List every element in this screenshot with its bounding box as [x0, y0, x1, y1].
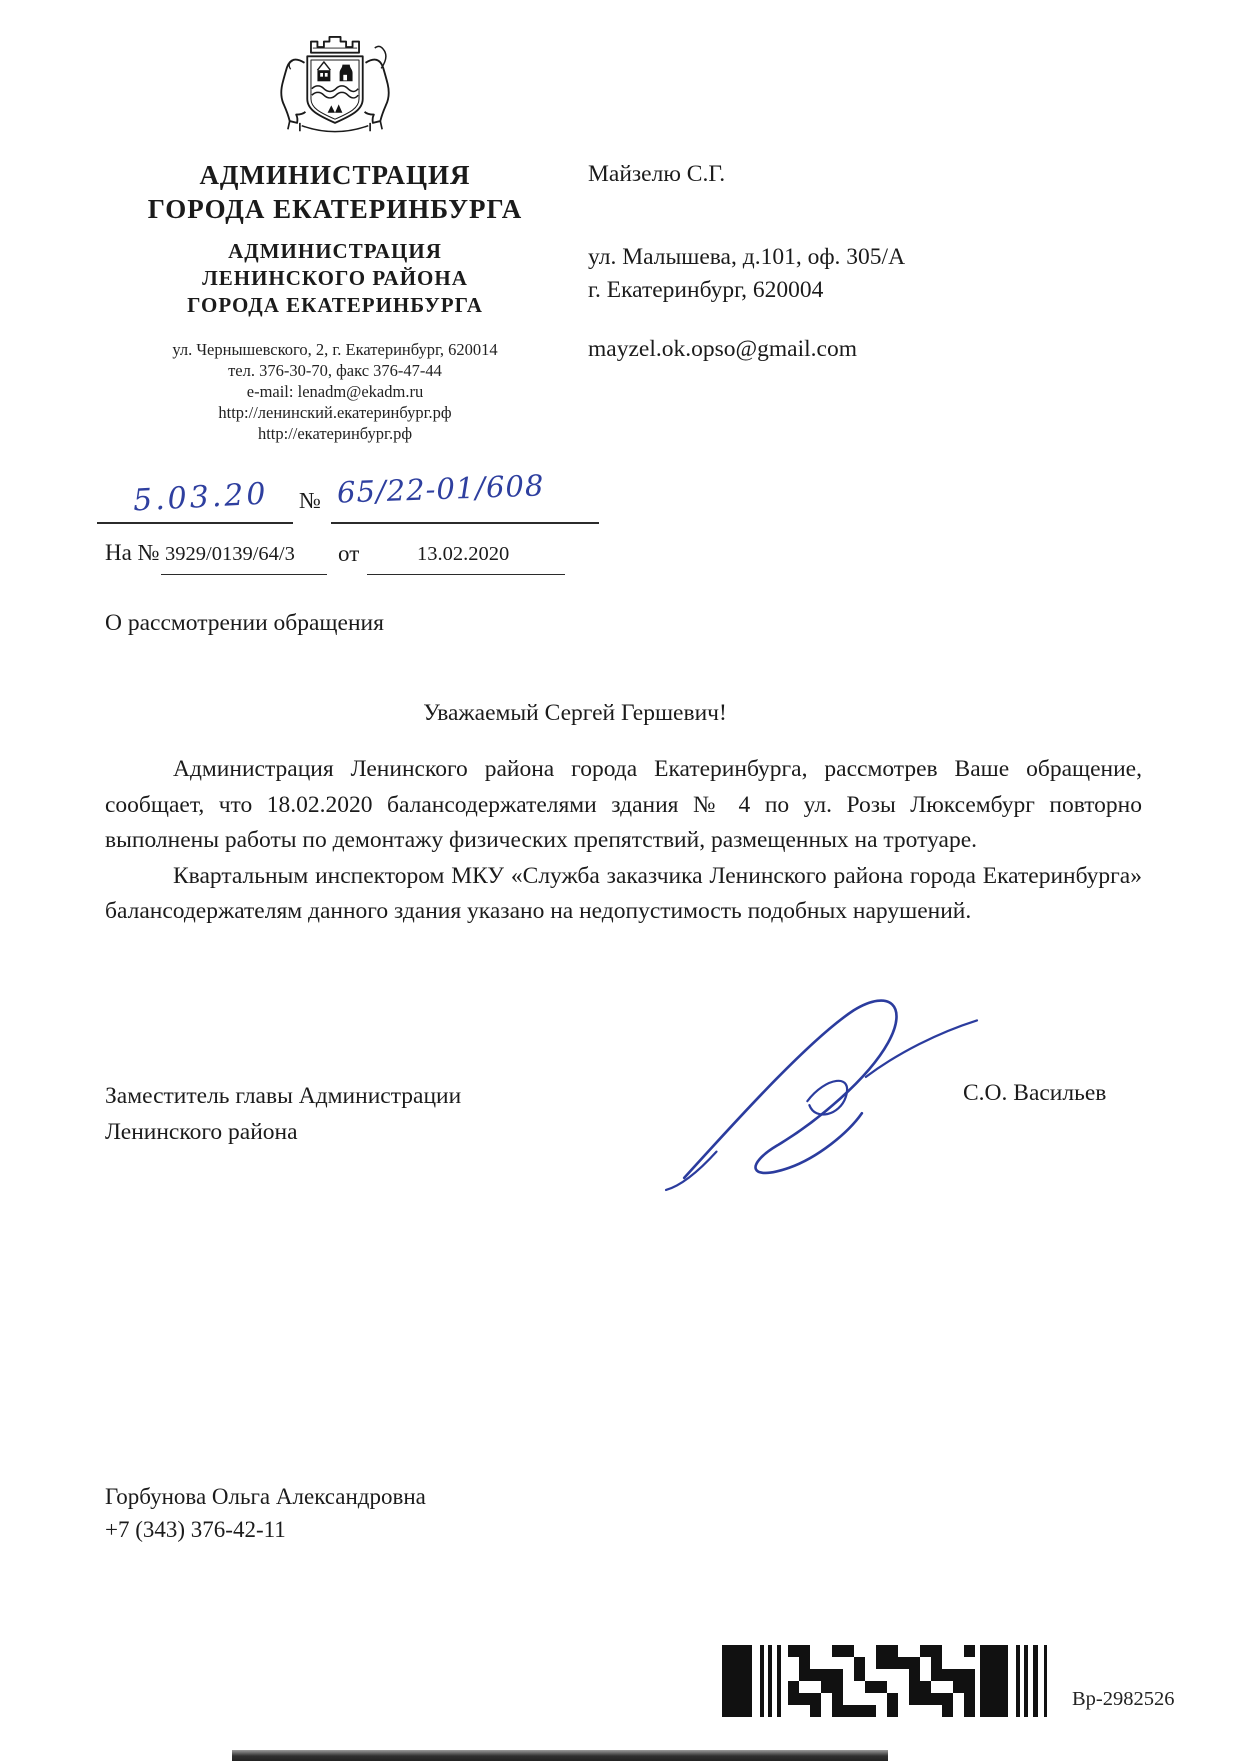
letter-body	[105, 752, 1142, 930]
incoming-prefix: На №	[105, 540, 160, 565]
subject-line: О рассмотрении обращения	[105, 610, 384, 636]
letterhead-site-city: http://екатеринбург.рф	[257, 424, 413, 443]
recipient-name: Майзелю С.Г.	[588, 161, 726, 187]
incoming-date-underline	[367, 574, 565, 575]
executor-name: Горбунова Ольга Александровна	[105, 1484, 426, 1509]
number-underline	[331, 522, 599, 524]
incoming-number-underline	[161, 574, 327, 575]
incoming-number: 3929/0139/64/3	[165, 543, 295, 565]
executor-block	[105, 1480, 426, 1546]
letterhead-contacts	[172, 339, 497, 444]
scan-edge-artifact	[232, 1750, 888, 1761]
signer-position-line2: Ленинского района	[105, 1119, 298, 1145]
recipient-block	[588, 158, 1133, 366]
salutation: Уважаемый Сергей Гершевич!	[423, 700, 727, 726]
dept-line-2: ЛЕНИНСКОГО РАЙОНА	[202, 266, 468, 290]
letterhead	[95, 28, 575, 444]
department-name	[187, 238, 483, 319]
recipient-email: mayzel.ok.opso@gmail.com	[588, 336, 857, 362]
date-underline	[97, 522, 293, 524]
executor-phone: +7 (343) 376-42-11	[105, 1517, 286, 1542]
org-line-1: АДМИНИСТРАЦИЯ	[199, 160, 471, 190]
signer-position	[105, 1078, 461, 1150]
outgoing-date-handwritten: 5.03.20	[132, 476, 270, 519]
dept-line-1: АДМИНИСТРАЦИЯ	[228, 239, 442, 263]
letterhead-site-district: http://ленинский.екатеринбург.рф	[218, 403, 452, 422]
organization-name	[148, 158, 523, 226]
reference-block	[95, 468, 625, 588]
letterhead-address: ул. Чернышевского, 2, г. Екатеринбург, 620014	[172, 340, 498, 359]
letterhead-phone-fax: тел. 376-30-70, факс 376-47-44	[228, 361, 442, 380]
signer-position-line1: Заместитель главы Администрации	[105, 1083, 462, 1109]
incoming-from-word: от	[338, 541, 360, 566]
coat-of-arms-icon	[274, 28, 396, 142]
barcode-label: Вр-2982526	[1072, 1688, 1175, 1710]
recipient-address-line2: г. Екатеринбург, 620004	[588, 277, 824, 303]
document-barcode-icon	[722, 1645, 1054, 1717]
body-paragraph-1: Администрация Ленинского района города Екатеринбурга, рассмотрев Ваше обращение, сообщает, что 18.02.2020 балансодержателями здания № 4 по ул. Розы Люксембург повторно выполнены работы по демонтажу физических препятствий, размещенных на тротуаре.	[105, 756, 1142, 853]
org-line-2: ГОРОДА ЕКАТЕРИНБУРГА	[147, 194, 523, 224]
outgoing-number-handwritten: 65/22-01/608	[336, 468, 545, 510]
letterhead-email: e-mail: lenadm@ekadm.ru	[246, 382, 424, 401]
dept-line-3: ГОРОДА ЕКАТЕРИНБУРГА	[187, 293, 483, 317]
incoming-date: 13.02.2020	[417, 543, 510, 565]
signer-name: С.О. Васильев	[963, 1080, 1107, 1106]
number-sign: №	[299, 488, 321, 513]
handwritten-signature-icon	[655, 980, 990, 1192]
body-paragraph-2: Квартальным инспектором МКУ «Служба заказчика Ленинского района города Екатеринбурга» балансодержателям данного здания указано на недопустимость подобных нарушений.	[105, 862, 1142, 924]
recipient-address-line1: ул. Малышева, д.101, оф. 305/А	[588, 244, 906, 270]
